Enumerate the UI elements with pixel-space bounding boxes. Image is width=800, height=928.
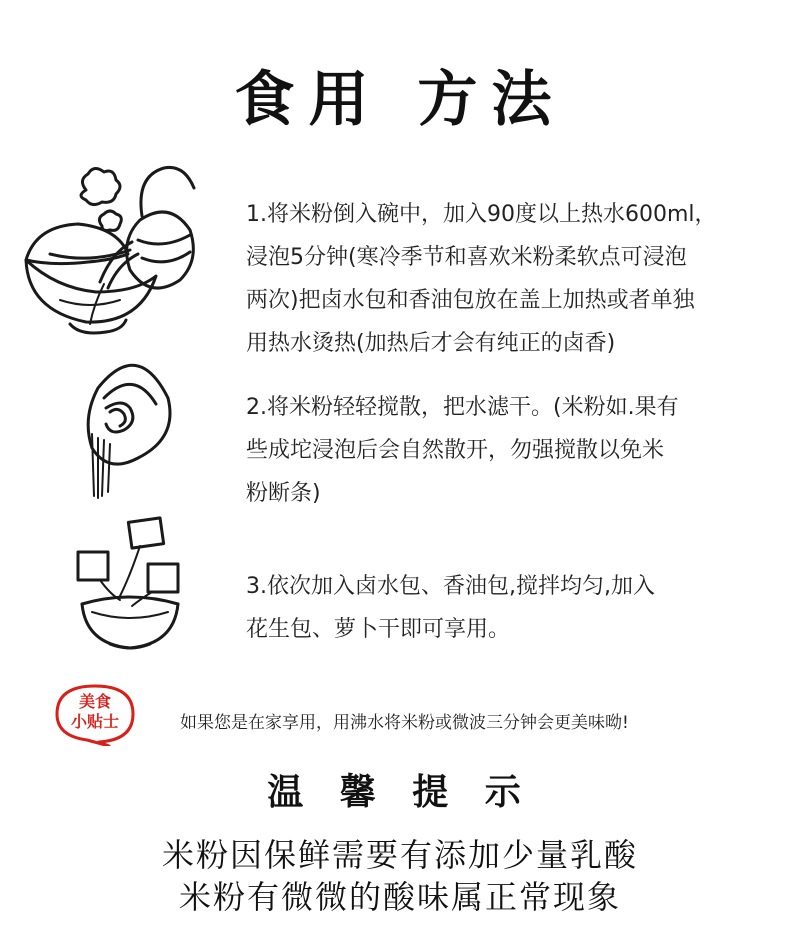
- notice-line-2: 米粉有微微的酸味属正常现象: [178, 878, 621, 916]
- notice-line-1: 米粉因保鲜需要有添加少量乳酸: [161, 836, 638, 874]
- notice-title: 温 馨 提 示: [267, 771, 533, 813]
- step-2-text: 2.将米粉轻轻搅散，把水滤干。(米粉如.果有 些成坨浸泡后会自然散开，勿强搅散以免米 粉断条): [246, 395, 679, 506]
- packets-bowl-icon: [70, 512, 190, 652]
- step-3-text: 3.依次加入卤水包、香油包,搅拌均匀,加入 花生包、萝卜干即可享用。: [246, 574, 655, 642]
- tips-text: 如果您是在家享用，用沸水将米粉或微波三分钟会更美味呦!: [180, 713, 629, 733]
- tips-badge: [52, 682, 138, 746]
- tips-badge-label: 美食 小贴士: [70, 692, 119, 731]
- draining-bowl-icon: [68, 348, 178, 508]
- step-1-text: 1.将米粉倒入碗中，加入90度以上热水600ml， 浸泡5分钟(寒冷季节和喜欢米粉柔软点可浸泡 两次)把卤水包和香油包放在盖上加热或者单独 用热水烫热(加热后才会有纯正的卤香): [246, 202, 717, 356]
- kettle-bowl-icon: [20, 150, 220, 340]
- page-title: 食用 方法: [234, 65, 566, 135]
